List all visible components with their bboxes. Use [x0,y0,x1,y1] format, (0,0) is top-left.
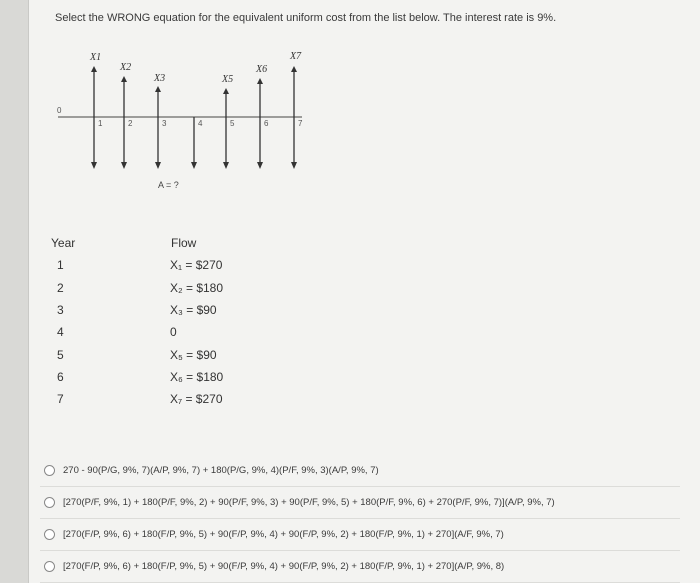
answer-option-2[interactable] [40,487,680,519]
answer-option-3[interactable] [40,519,680,551]
flow-cell: X₇ = $270 [170,392,223,406]
flow-cell: 0 [170,325,177,339]
radio-button[interactable] [44,529,55,540]
year-cell: 7 [57,392,64,406]
annuity-label: A = ? [158,180,179,190]
cash-flow-label: X5 [222,74,234,85]
answer-option-label: 270 - 90(P/G, 9%, 7)(A/P, 9%, 7) + 180(P/G, 9%, 4)(P/F, 9%, 3)(A/P, 9%, 7) [63,465,379,476]
cash-flow-label: X7 [290,51,302,62]
flow-cell: X₁ = $270 [170,258,223,272]
period-label: 7 [298,119,303,128]
period-label: 6 [264,119,269,128]
year-cell: 4 [57,325,64,339]
year-cell: 5 [57,348,64,362]
annuity-arrow-head [155,162,161,169]
cash-flow-label: X6 [256,64,268,75]
period-label: 2 [128,119,133,128]
cash-flow-arrow-head [91,66,97,72]
cash-flow-svg [40,40,340,200]
annuity-arrow-head [223,162,229,169]
period-label-0: 0 [57,106,62,115]
year-column-header: Year [51,236,76,250]
annuity-arrow-head [91,162,97,169]
flow-cell: X₅ = $90 [170,348,217,362]
answer-option-4[interactable] [40,551,680,583]
cash-flow-label: X1 [90,52,102,63]
cash-flow-label: X2 [120,62,132,73]
annuity-arrow-head [291,162,297,169]
year-cell: 6 [57,370,64,384]
answer-option-1[interactable] [40,455,680,487]
annuity-arrow-head [257,162,263,169]
question-text: Select the WRONG equation for the equivalent uniform cost from the list below. The interest rate is 9%. [55,12,557,24]
flow-column-header: Flow [171,236,197,250]
radio-button[interactable] [44,465,55,476]
cash-flow-diagram [40,40,340,200]
radio-button[interactable] [44,497,55,508]
cash-flow-label: X3 [154,73,166,84]
answer-option-label: [270(P/F, 9%, 1) + 180(P/F, 9%, 2) + 90(P/F, 9%, 3) + 90(P/F, 9%, 5) + 180(P/F, 9%, 6) + 270(P/F, 9%, 7)](A/P, 9%, 7) [63,497,555,508]
period-label: 1 [98,119,103,128]
year-cell: 2 [57,281,64,295]
radio-button[interactable] [44,561,55,572]
year-cell: 3 [57,303,64,317]
period-label: 3 [162,119,167,128]
answer-options [40,455,680,583]
cash-flow-arrow-head [257,78,263,84]
year-cell: 1 [57,258,64,272]
cash-flow-arrow-head [121,76,127,82]
flow-cell: X₃ = $90 [170,303,217,317]
period-label: 5 [230,119,235,128]
period-label: 4 [198,119,203,128]
cash-flow-arrow-head [223,88,229,94]
cash-flow-arrow-head [291,66,297,72]
cash-flow-arrow-head [155,86,161,92]
flow-cell: X₂ = $180 [170,281,224,295]
answer-option-label: [270(F/P, 9%, 6) + 180(F/P, 9%, 5) + 90(F/P, 9%, 4) + 90(F/P, 9%, 2) + 180(F/P, 9%, 1) + 270](A/F, 9%, 7) [63,529,504,540]
annuity-arrow-head [121,162,127,169]
flow-cell: X₆ = $180 [170,370,224,384]
annuity-arrow-head [191,162,197,169]
answer-option-label: [270(F/P, 9%, 6) + 180(F/P, 9%, 5) + 90(F/P, 9%, 4) + 90(F/P, 9%, 2) + 180(F/P, 9%, 1) + 270](A/P, 9%, 8) [63,561,505,572]
